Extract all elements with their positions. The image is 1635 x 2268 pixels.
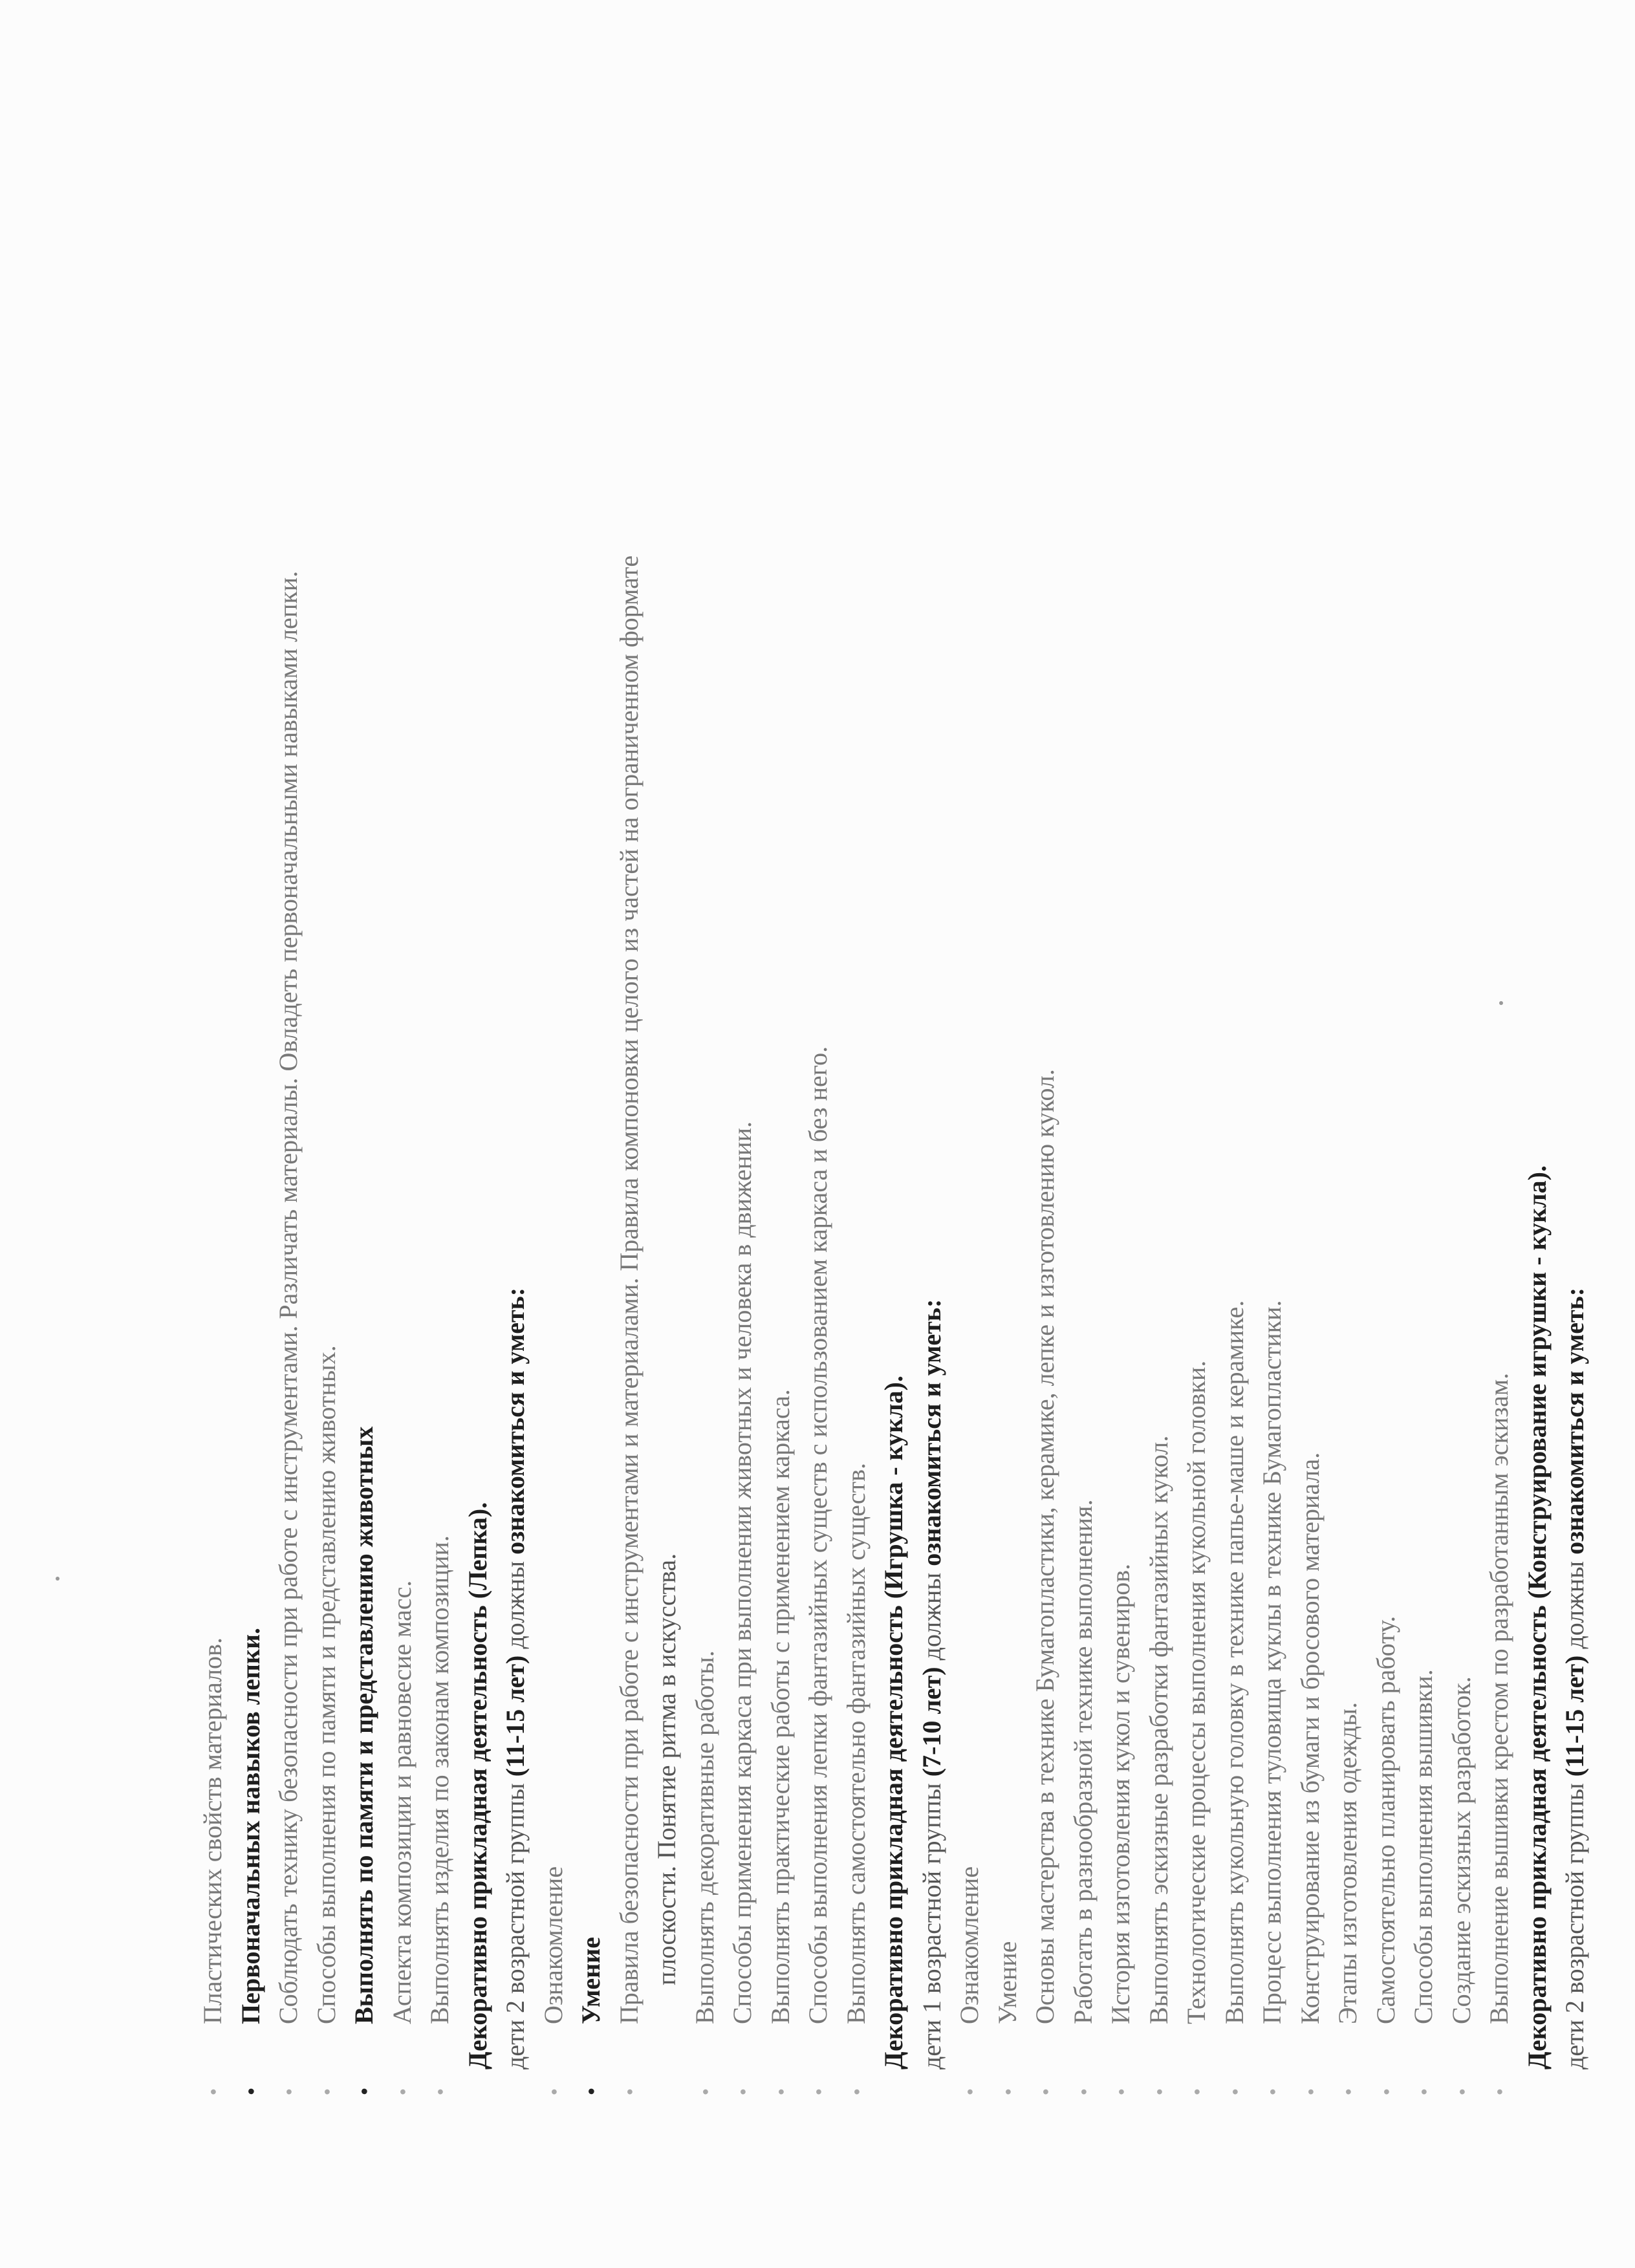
list-item: ● Процесс выполнения туловища куклы в технике Бумагопластики.	[1253, 103, 1292, 2095]
list-item: ● Создание эскизных разработок.	[1443, 103, 1481, 2095]
list-item: ● Аспекта композиции и равновесие масс.	[384, 103, 422, 2095]
list-item: ● Выполнять изделия по законам композиции.	[421, 103, 459, 2095]
list-item: ● Способы выполнения вышивки.	[1405, 103, 1443, 2095]
list-item: ● Выполнять эскизные разработки фантазийных кукол.	[1140, 103, 1178, 2095]
section-subheading: дети 1 возрастной группы (7-10 лет) должны ознакомиться и уметь:	[916, 1299, 946, 2069]
list-item: ● Самостоятельно планировать работу.	[1367, 103, 1405, 2095]
list-item: ● Ознакомление	[535, 103, 573, 2095]
list-item: ● Умение	[989, 103, 1027, 2095]
section-heading: Декоративно прикладная деятельность (Лепка).	[462, 1502, 492, 2069]
list-item: ● Основы мастерства в технике Бумагопластики, керамике, лепке и изготовлению кукол.	[1026, 103, 1065, 2095]
section-subheading: дети 2 возрастной группы (11-15 лет) должны ознакомиться и уметь:	[1560, 1287, 1589, 2069]
list-item: ● Умение	[572, 103, 611, 2095]
list-item: ● Способы выполнения лепки фантазийных существ с использованием каркаса и без него.	[799, 103, 838, 2095]
list-item: ● Конструирование из бумаги и бросового материала.	[1292, 103, 1330, 2095]
list-item: ● Первоначальных навыков лепки.	[232, 103, 270, 2095]
list-item: ● Способы выполнения по памяти и представлению животных.	[308, 103, 346, 2095]
list-item-continuation: плоскости. Понятие ритма в искусства.	[652, 1553, 681, 1985]
list-item: ● Технологические процессы выполнения кукольной головки.	[1178, 103, 1216, 2095]
section-heading: Декоративно прикладная деятельность (Игрушка - кукла).	[879, 1376, 908, 2069]
list-item: ● Этапы изготовления одежды.	[1329, 103, 1367, 2095]
list-item: ● Выполнять кукольную головку в технике папье-маше и керамике.	[1216, 103, 1254, 2095]
list-item: ● Выполнять декоративные работы.	[686, 103, 724, 2095]
list-item: ● Выполнение вышивки крестом по разработанным эскизам.	[1480, 103, 1519, 2095]
list-item: ● Выполнять по памяти и представлению животных	[345, 103, 384, 2095]
section-subheading: дети 2 возрастной группы (11-15 лет) должны ознакомиться и уметь:	[501, 1287, 530, 2069]
section-heading: Декоративно прикладная деятельность (Конструирование игрушки - кукла).	[1522, 1165, 1552, 2069]
list-item: ● Соблюдать технику безопасности при работе с инструментами. Различать материалы. Овладеть первоначальными навыками лепки.	[270, 103, 308, 2095]
list-item: ● Выполнять самостоятельно фантазийных существ.	[838, 103, 876, 2095]
list-item: ● Способы применения каркаса при выполнении животных и человека в движении.	[724, 103, 762, 2095]
list-item: ● Пластических свойств материалов.	[194, 103, 232, 2095]
list-item: ● История изготовления кукол и сувениров.	[1102, 103, 1140, 2095]
list-item: ● Правила безопасности при работе с инструментами и материалами. Правила компоновки целого из частей на ограниченном формате	[611, 103, 649, 2095]
list-item: ● Выполнять практические работы с применением каркаса.	[762, 103, 800, 2095]
list-item: ● Ознакомление	[951, 103, 989, 2095]
scan-speck	[56, 1577, 60, 1581]
rotated-text-block	[194, 103, 1594, 2095]
list-item: ● Работать в разнообразной технике выполнения.	[1065, 103, 1103, 2095]
